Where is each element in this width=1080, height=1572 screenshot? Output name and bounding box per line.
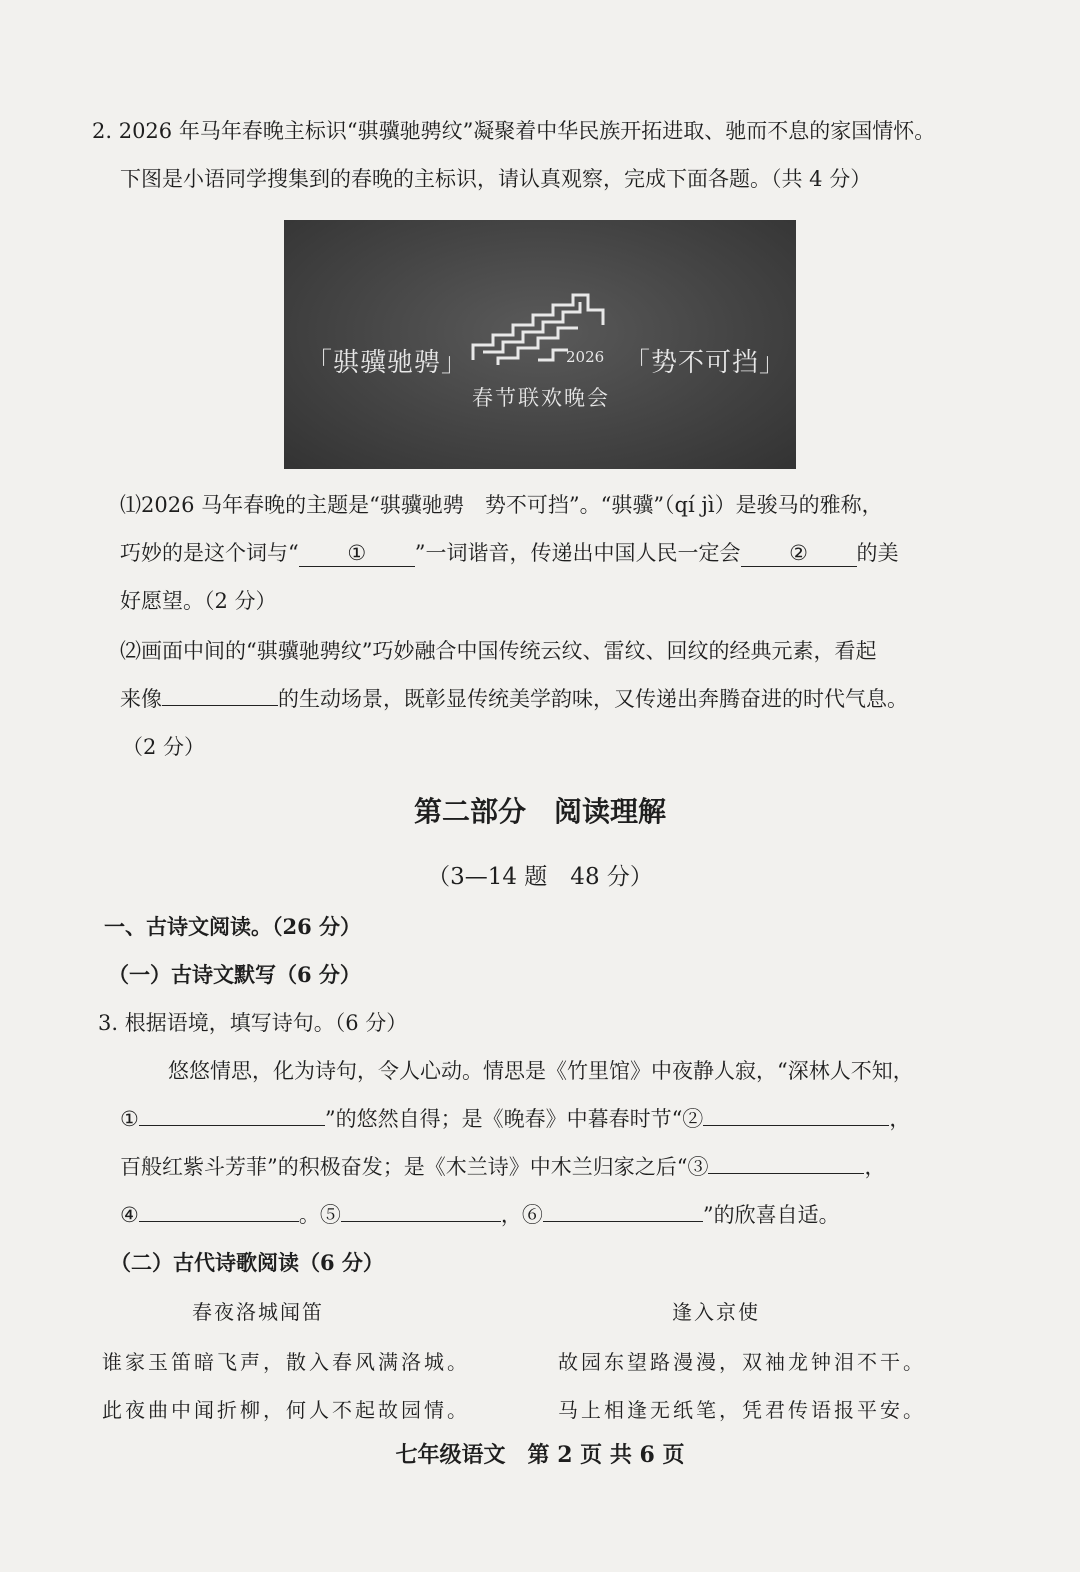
q2-intro-line1: 2. 2026 年马年春晚主标识“骐骥驰骋纹”凝聚着中华民族开拓进取、驰而不息的家国情怀。 [92, 119, 936, 143]
page-footer: 七年级语文 第 2 页 共 6 页 [395, 1442, 685, 1468]
q2-1-line1: ⑴2026 马年春晚的主题是“骐骥驰骋 势不可挡”。“骐骥”（qí jì）是骏马的雅称， [120, 493, 883, 517]
poem-1-title: 春夜洛城闻笛 [192, 1300, 324, 1324]
logo-left-text: 「骐骥驰骋」 [306, 348, 469, 378]
logo-subtitle: 春节联欢晚会 [472, 386, 610, 410]
q2-1-line2 [120, 538, 899, 568]
part2-title: 第二部分 阅读理解 [413, 795, 666, 828]
spring-gala-logo-image [284, 220, 796, 469]
poem-blank-5[interactable] [341, 1221, 501, 1222]
q3-line3 [120, 1152, 885, 1182]
answer-blank-scene[interactable] [162, 705, 278, 706]
q2-1-text-a: 巧妙的是这个词与“ [120, 541, 299, 565]
logo-right-text: 「势不可挡」 [624, 348, 787, 378]
q2-1-text-c: 的美 [856, 541, 899, 565]
answer-blank-2[interactable]: ② [741, 540, 857, 567]
poem-blank-2[interactable] [703, 1125, 889, 1126]
q3-mark-4: ④ [120, 1203, 139, 1227]
q3-title: 3. 根据语境，填写诗句。（6 分） [98, 1011, 408, 1035]
poem-1-line-1: 谁家玉笛暗飞声，散入春风满洛城。 [102, 1350, 470, 1374]
q3-comma-2: ， [889, 1107, 911, 1131]
poem-2-title: 逢入京使 [672, 1300, 760, 1324]
q3-line2 [120, 1104, 910, 1134]
q2-2-line2 [120, 684, 908, 714]
section1-title: 一、古诗文阅读。（26 分） [104, 914, 362, 939]
q3-text-2: ”的悠然自得；是《晚春》中暮春时节“② [324, 1107, 704, 1131]
logo-year: 2026 [566, 348, 605, 366]
poem-blank-6[interactable] [543, 1221, 703, 1222]
q3-mark-5: 。⑤ [298, 1203, 341, 1227]
q2-1-text-b: ”一词谐音，传递出中国人民一定会 [414, 541, 741, 565]
q2-2-line1: ⑵画面中间的“骐骥驰骋纹”巧妙融合中国传统云纹、雷纹、回纹的经典元素，看起 [120, 639, 877, 663]
part2-range: （3—14 题 48 分） [427, 864, 653, 890]
poem-blank-1[interactable] [139, 1125, 325, 1126]
poem-2-line-2: 马上相逢无纸笔，凭君传语报平安。 [558, 1398, 926, 1422]
section2-title: （二）古代诗歌阅读（6 分） [110, 1250, 384, 1275]
q3-line4 [120, 1200, 840, 1230]
q3-line1: 悠悠情思，化为诗句，令人心动。情思是《竹里馆》中夜静人寂，“深林人不知， [168, 1059, 914, 1083]
poem-blank-3[interactable] [708, 1173, 864, 1174]
q3-text-3: 百般红紫斗芳菲”的积极奋发；是《木兰诗》中木兰归家之后“③ [120, 1155, 709, 1179]
poem-1-line-2: 此夜曲中闻折柳，何人不起故园情。 [102, 1398, 470, 1422]
poem-blank-4[interactable] [139, 1221, 299, 1222]
q2-2-text-a: 来像 [120, 687, 162, 711]
section1-sub1-title: （一）古诗文默写（6 分） [108, 962, 361, 987]
poem-2-line-1: 故园东望路漫漫，双袖龙钟泪不干。 [558, 1350, 926, 1374]
q2-2-text-b: 的生动场景，既彰显传统美学韵味，又传递出奔腾奋进的时代气息。 [278, 687, 908, 711]
q2-2-line3: （2 分） [122, 735, 206, 759]
q3-mark-1: ① [120, 1107, 139, 1131]
q3-text-end: ”的欣喜自适。 [702, 1203, 840, 1227]
q3-comma-3: ， [864, 1155, 886, 1179]
q3-mark-6: ，⑥ [500, 1203, 543, 1227]
answer-blank-1[interactable]: ① [299, 540, 415, 567]
q2-1-line3: 好愿望。（2 分） [120, 589, 277, 613]
q2-intro-line2: 下图是小语同学搜集到的春晚的主标识，请认真观察，完成下面各题。（共 4 分） [120, 167, 872, 191]
